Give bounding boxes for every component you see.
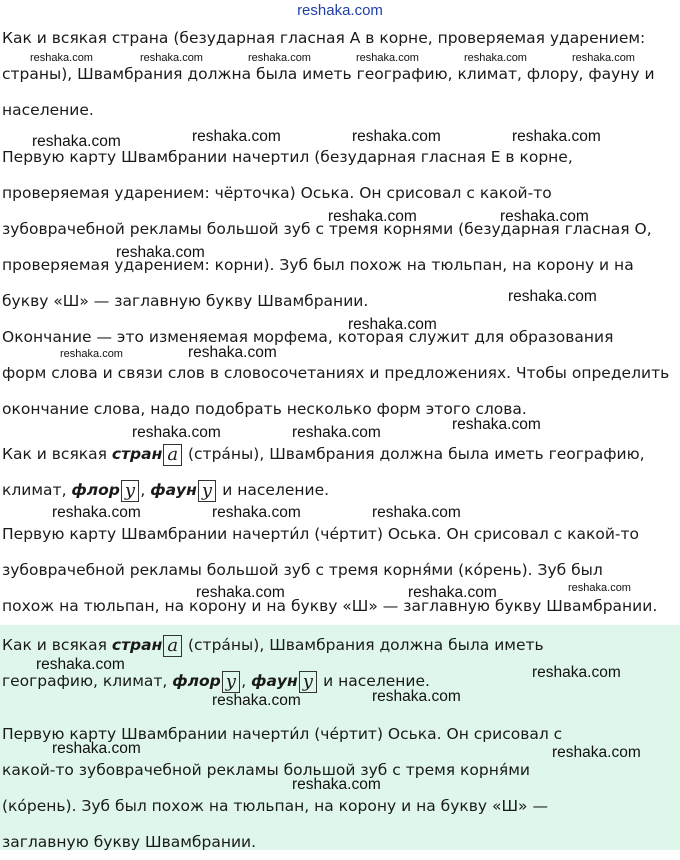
watermark-text: reshaka.com <box>248 52 311 64</box>
text-line: Первую карту Швамбрании начерти́л (че́ртит) Оська. Он срисовал с <box>2 725 563 743</box>
watermark-text: reshaka.com <box>212 692 301 709</box>
watermark-text: reshaka.com <box>140 52 203 64</box>
text-fragment: климат, <box>2 481 72 499</box>
watermark-text: reshaka.com <box>60 348 123 360</box>
watermark-text: reshaka.com <box>328 208 417 225</box>
watermark-text: reshaka.com <box>508 288 597 305</box>
watermark-text: reshaka.com <box>348 316 437 333</box>
text-line: Первую карту Швамбрании начерти́л (че́ртит) Оська. Он срисовал с какой-то <box>2 525 640 543</box>
text-line: букву «Ш» — заглавную букву Швамбрании. <box>2 292 369 310</box>
text-fragment: , <box>140 481 151 499</box>
text-line: окончание слова, надо подобрать несколько форм этого слова. <box>2 400 527 418</box>
ending-box: у <box>198 480 216 502</box>
ending-box: у <box>222 671 240 693</box>
text-line: зубоврачебной рекламы большой зуб с тремя корнями (безударная гласная О, <box>2 220 652 238</box>
watermark-text: reshaka.com <box>408 584 497 601</box>
watermark-text: reshaka.com <box>52 504 141 521</box>
watermark-text: reshaka.com <box>452 416 541 433</box>
watermark-text: reshaka.com <box>552 744 641 761</box>
watermark-text: reshaka.com <box>212 504 301 521</box>
paragraph-explanation-1 <box>2 20 678 128</box>
ending-box: а <box>163 635 182 657</box>
watermark-text: reshaka.com <box>512 128 601 145</box>
text-line: Первую карту Швамбрании начертил (безударная гласная Е в корне, <box>2 148 573 166</box>
text-line: Как и всякая страна (безударная гласная А в корне, проверяемая ударением: <box>2 29 646 47</box>
watermark-text: reshaka.com <box>372 688 461 705</box>
text-line: форм слова и связи слов в словосочетаниях и предложениях. Чтобы определить <box>2 364 670 382</box>
watermark-text: reshaka.com <box>188 344 277 361</box>
text-line: (ко́рень). Зуб был похож на тюльпан, на корону и на букву «Ш» — <box>2 797 548 815</box>
watermark-text: reshaka.com <box>32 133 121 150</box>
watermark-text: reshaka.com <box>36 656 125 673</box>
text-line: проверяемая ударением: корни). Зуб был похож на тюльпан, на корону и на <box>2 256 634 274</box>
text-fragment: Как и всякая <box>2 445 112 463</box>
site-header-link[interactable]: reshaka.com <box>297 2 383 19</box>
word-stem: флор <box>172 672 221 690</box>
watermark-text: reshaka.com <box>356 52 419 64</box>
watermark-text: reshaka.com <box>568 582 631 594</box>
text-line: проверяемая ударением: чёрточка) Оська. Он срисовал с какой-то <box>2 184 552 202</box>
ending-box: у <box>121 480 139 502</box>
text-line: страны), Швамбрания должна была иметь географию, климат, флору, фауну и <box>2 65 655 83</box>
text-line: какой-то зубоврачебной рекламы большой зуб с тремя корня́ми <box>2 761 530 779</box>
text-fragment: , <box>241 672 252 690</box>
text-fragment: и население. <box>318 672 430 690</box>
watermark-text: reshaka.com <box>352 128 441 145</box>
watermark-text: reshaka.com <box>192 128 281 145</box>
watermark-text: reshaka.com <box>500 208 589 225</box>
ending-box: у <box>299 671 317 693</box>
watermark-text: reshaka.com <box>30 52 93 64</box>
watermark-text: reshaka.com <box>532 664 621 681</box>
paragraph-definition <box>2 319 678 427</box>
text-fragment: географию, климат, <box>2 672 173 690</box>
text-line: зубоврачебной рекламы большой зуб с тремя корня́ми (ко́рень). Зуб был <box>2 561 603 579</box>
paragraph-answer-1 <box>2 436 678 508</box>
watermark-text: reshaka.com <box>52 740 141 757</box>
watermark-text: reshaka.com <box>116 244 205 261</box>
watermark-text: reshaka.com <box>196 584 285 601</box>
text-fragment: (стра́ны), Швамбрания должна была иметь географию, <box>183 445 645 463</box>
watermark-text: reshaka.com <box>292 776 381 793</box>
ending-box: а <box>163 444 182 466</box>
word-stem: стран <box>111 445 163 463</box>
watermark-text: reshaka.com <box>464 52 527 64</box>
watermark-text: reshaka.com <box>572 52 635 64</box>
watermark-text: reshaka.com <box>372 504 461 521</box>
word-stem: флор <box>71 481 120 499</box>
text-line: население. <box>2 101 94 119</box>
word-stem: фаун <box>150 481 197 499</box>
paragraph-answer-2 <box>2 516 678 624</box>
watermark-text: reshaka.com <box>132 424 221 441</box>
word-stem: фаун <box>251 672 298 690</box>
text-fragment: Как и всякая <box>2 636 112 654</box>
text-fragment: (стра́ны), Швамбрания должна была иметь <box>183 636 544 654</box>
text-line: похож на тюльпан, на корону и на букву «Ш» — заглавную букву Швамбрании. <box>2 597 658 615</box>
text-line: заглавную букву Швамбрании. <box>2 833 257 851</box>
text-fragment: и население. <box>217 481 330 499</box>
text-line: Окончание — это изменяемая морфема, которая служит для образования <box>2 328 614 346</box>
word-stem: стран <box>111 636 163 654</box>
watermark-text: reshaka.com <box>292 424 381 441</box>
